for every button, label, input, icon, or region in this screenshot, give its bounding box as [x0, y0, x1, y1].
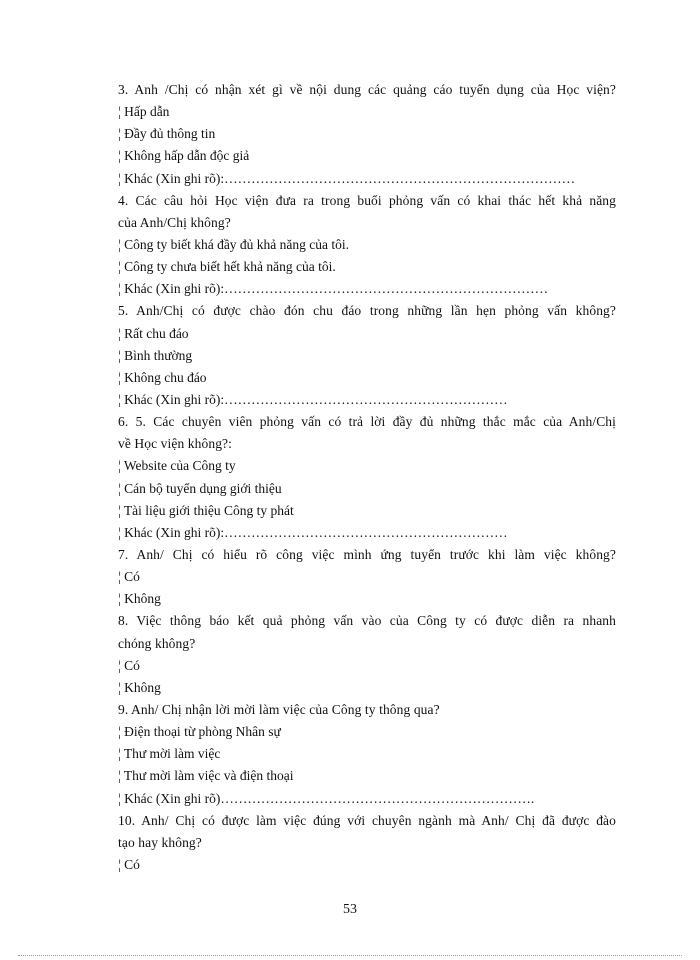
- answer-option: ¦ Khác (Xin ghi rõ):………………………………………………………………: [118, 281, 549, 297]
- answer-option: ¦ Điện thoại từ phòng Nhân sự: [118, 724, 281, 740]
- answer-option: ¦ Bình thường: [118, 347, 193, 363]
- answer-option: ¦ Khác (Xin ghi rõ):………………………………………………………: [118, 391, 508, 407]
- answer-option: ¦ Có: [118, 569, 140, 585]
- answer-option: ¦ Khác (Xin ghi rõ):………………………………………………………: [118, 524, 508, 540]
- question-text: về Học viện không?:: [118, 436, 232, 452]
- question-text: 4. Các câu hỏi Học viện đưa ra trong buổi phỏng vấn có khai thác hết khả năng: [118, 192, 616, 208]
- question-text: 7. Anh/ Chị có hiểu rõ công việc mình ứng tuyển trước khi làm việc không?: [118, 546, 616, 562]
- answer-option: ¦ Có: [118, 657, 140, 673]
- answer-option: ¦ Thư mời làm việc: [118, 746, 221, 762]
- page-number: 53: [343, 902, 357, 917]
- answer-option: ¦ Đầy đủ thông tin: [118, 126, 216, 142]
- answer-option: ¦ Công ty biết khá đầy đủ khả năng của tôi.: [118, 236, 350, 252]
- answer-option: ¦ Có: [118, 856, 140, 872]
- answer-option: ¦ Không: [118, 679, 161, 695]
- answer-option: ¦ Không hấp dẫn độc giả: [118, 148, 250, 164]
- question-text: 5. Anh/Chị có được chào đón chu đáo trong những lần hẹn phỏng vấn không?: [118, 303, 616, 319]
- answer-option: ¦ Thư mời làm việc và điện thoại: [118, 768, 294, 784]
- question-text: 8. Việc thông báo kết quả phỏng vấn vào của Công ty có được diễn ra nhanh: [118, 613, 616, 629]
- answer-option: ¦ Khác (Xin ghi rõ):……………………………………………………………………: [118, 170, 576, 186]
- question-text: 9. Anh/ Chị nhận lời mời làm việc của Công ty thông qua?: [118, 701, 440, 717]
- answer-option: ¦ Hấp dẫn: [118, 104, 170, 120]
- question-text: 6. 5. Các chuyên viên phỏng vấn có trả lời đầy đủ những thắc mắc của Anh/Chị: [118, 414, 616, 430]
- question-text: 10. Anh/ Chị có được làm việc đúng với chuyên ngành mà Anh/ Chị đã được đào: [118, 812, 616, 828]
- answer-option: ¦ Không chu đáo: [118, 369, 207, 385]
- answer-option: ¦ Tài liệu giới thiệu Công ty phát: [118, 502, 294, 518]
- answer-option: ¦ Cán bộ tuyển dụng giới thiệu: [118, 480, 282, 496]
- answer-option: ¦ Rất chu đáo: [118, 325, 189, 341]
- survey-content: [118, 79, 616, 876]
- footer-divider: [18, 955, 682, 956]
- question-text: 3. Anh /Chị có nhận xét gì về nội dung các quảng cáo tuyển dụng của Học viện?: [118, 82, 616, 97]
- answer-option: ¦ Website của Công ty: [118, 458, 236, 474]
- question-text: chóng không?: [118, 635, 196, 651]
- answer-option: ¦ Không: [118, 591, 161, 607]
- question-text: tạo hay không?: [118, 834, 202, 850]
- question-text: của Anh/Chị không?: [118, 214, 231, 230]
- answer-option: ¦ Khác (Xin ghi rõ)…………………………………………………………….: [118, 790, 535, 806]
- answer-option: ¦ Công ty chưa biết hết khả năng của tôi.: [118, 259, 336, 275]
